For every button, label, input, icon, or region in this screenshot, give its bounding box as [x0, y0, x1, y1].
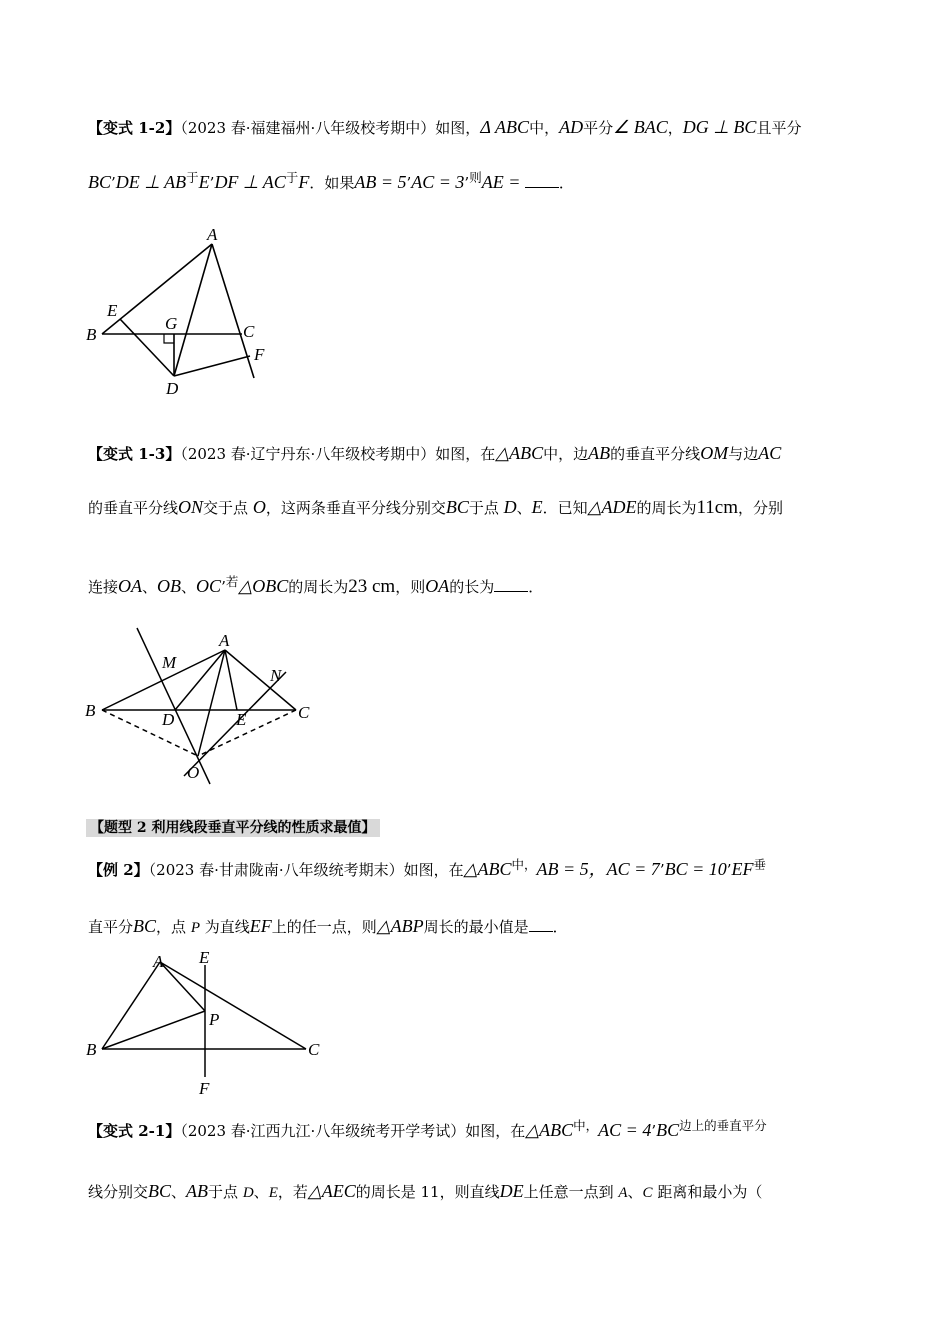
math: △ABC: [495, 443, 544, 463]
math: C: [642, 1185, 653, 1201]
text: ’: [464, 174, 470, 192]
label-d: D: [166, 379, 179, 398]
text: 距离和最小为（: [652, 1183, 763, 1201]
segment-df: [174, 356, 250, 376]
math: AB: [588, 443, 611, 463]
text: 周长的最小值是: [423, 918, 529, 936]
math: △AEC: [307, 1181, 356, 1201]
problem-1-3-line-2: [88, 496, 783, 521]
math: AC = 3: [411, 172, 465, 192]
math: O: [252, 497, 266, 517]
problem-tag: 【变式 1-2】: [88, 119, 181, 137]
problem-1-3-line-3: [88, 574, 543, 600]
label-d: D: [162, 710, 175, 729]
math: ∠ BAC: [613, 117, 668, 137]
text: 上任意一点到: [523, 1183, 619, 1201]
text: 中，: [573, 1118, 599, 1133]
text: 连接: [88, 578, 119, 596]
segment-bp: [102, 1011, 205, 1049]
text: 直平分: [88, 918, 134, 936]
math: △ADE: [587, 497, 637, 517]
text: 中，边: [543, 445, 589, 463]
example-2-line-2: [88, 915, 568, 939]
math: OB: [157, 576, 182, 596]
text: ．: [552, 918, 568, 936]
text: 平分: [583, 119, 614, 137]
label-a: A: [153, 952, 164, 971]
text: ，: [667, 119, 683, 137]
text: 中，: [529, 119, 560, 137]
label-b: B: [85, 701, 96, 720]
segment-ac: [160, 962, 306, 1049]
label-c: C: [243, 322, 255, 341]
math: BC: [445, 497, 469, 517]
text: 上的任一点，则: [271, 918, 377, 936]
text: 、: [627, 1183, 643, 1201]
text: 、: [142, 578, 158, 596]
problem-1-2-line-1: [88, 116, 801, 139]
problem-2-1-line-1: [88, 1118, 767, 1142]
section-title: 【题型 2 利用线段垂直平分线的性质求最值】: [86, 819, 380, 837]
problem-tag: 【例 2】: [88, 861, 149, 879]
problem-source: （2023 春·辽宁丹东·八年级校考期中）如图，在: [180, 445, 496, 463]
text: 与边: [728, 445, 759, 463]
segment-ab: [102, 244, 212, 334]
text: ，分别: [738, 499, 784, 517]
math: OA: [118, 576, 143, 596]
label-g: G: [165, 314, 178, 333]
math: D: [503, 497, 517, 517]
figure-1-3: [80, 620, 330, 790]
math: AB: [186, 1181, 209, 1201]
text: 边上的垂直平分: [679, 1118, 767, 1133]
text: ，这两条垂直平分线分别交: [265, 499, 446, 517]
text: 且平分: [756, 119, 802, 137]
text: 线分别交: [88, 1183, 149, 1201]
text: 为直线: [199, 918, 250, 936]
math: D: [242, 1185, 254, 1201]
math: P: [190, 920, 200, 936]
math: △ABP: [376, 916, 424, 936]
math: BC: [133, 916, 157, 936]
math: AC: [758, 443, 782, 463]
text: 则: [469, 170, 482, 185]
text: ’: [659, 861, 665, 879]
figure-example-2: [80, 945, 340, 1100]
math: △ABC: [463, 859, 512, 879]
math: DG ⊥ BC: [682, 117, 757, 137]
math: BC: [88, 172, 112, 192]
problem-2-1-line-2: [88, 1180, 762, 1204]
text: 中，: [511, 857, 537, 872]
text: 于点: [468, 499, 504, 517]
answer-blank: [494, 577, 528, 592]
text: ’: [221, 578, 226, 596]
label-m: M: [162, 653, 177, 672]
text: ，点: [156, 918, 191, 936]
text: ’: [651, 1122, 657, 1140]
text: 的垂直平分线: [610, 445, 701, 463]
text: 的周长为: [636, 499, 697, 517]
text: ’: [209, 174, 215, 192]
text: 、: [181, 578, 197, 596]
answer-blank: [529, 917, 553, 932]
label-f: F: [199, 1079, 210, 1098]
section-heading: [86, 818, 380, 838]
math: F: [298, 172, 310, 192]
text: ’: [406, 174, 412, 192]
math: DF ⊥ AC: [214, 172, 286, 192]
text: ．已知: [542, 499, 588, 517]
text: 垂: [753, 857, 767, 872]
math: E: [268, 1185, 278, 1201]
label-e: E: [199, 948, 210, 967]
math: AE =: [481, 172, 525, 192]
math: A: [618, 1185, 628, 1201]
text: 、: [516, 499, 532, 517]
text: 若: [225, 574, 239, 589]
math: AC = 7: [606, 859, 660, 879]
text: 于点: [208, 1183, 243, 1201]
text: 、: [253, 1183, 269, 1201]
label-n: N: [270, 666, 282, 685]
math: 23 cm: [348, 576, 396, 597]
math: OM: [700, 443, 729, 463]
math: 11cm: [696, 497, 739, 518]
text: ．如果: [309, 174, 355, 192]
text: 的垂直平分线: [88, 499, 179, 517]
math: AB = 5，: [536, 859, 607, 879]
math: AC = 4: [598, 1120, 652, 1140]
text: ．: [558, 174, 574, 192]
math: EF: [731, 859, 754, 879]
math: ON: [178, 497, 204, 517]
math: OC: [196, 576, 222, 596]
text: ’: [111, 174, 116, 192]
label-f: F: [254, 345, 265, 364]
math: AD: [559, 117, 584, 137]
label-o: O: [187, 763, 200, 782]
problem-tag: 【变式 1-3】: [88, 445, 181, 463]
text: 的周长为: [288, 578, 349, 596]
label-p: P: [209, 1010, 220, 1029]
text: ’: [726, 861, 732, 879]
math: BC: [148, 1181, 172, 1201]
line-on: [184, 672, 286, 776]
problem-1-2-line-2: [88, 170, 574, 194]
math: AB = 5: [354, 172, 407, 192]
answer-blank: [525, 173, 559, 188]
text: ，则: [395, 578, 426, 596]
text: ．: [528, 578, 544, 596]
label-e: E: [107, 301, 118, 320]
text: 交于点: [203, 499, 253, 517]
label-c: C: [308, 1040, 320, 1059]
problem-source: （2023 春·福建福州·八年级校考期中）如图，: [180, 119, 481, 137]
math: E: [198, 172, 210, 192]
segment-ab: [102, 962, 160, 1049]
text: 于: [186, 170, 199, 185]
label-c: C: [298, 703, 310, 722]
problem-source: （2023 春·甘肃陇南·八年级统考期末）如图，在: [148, 861, 464, 879]
problem-1-3-line-1: [88, 442, 781, 465]
text: ，若: [277, 1183, 308, 1201]
segment-ap: [160, 962, 205, 1011]
math: E: [531, 497, 543, 517]
label-e: E: [236, 710, 247, 729]
segment-ac-extended: [212, 244, 254, 378]
math: Δ ABC: [480, 117, 530, 137]
math: BC = 10: [664, 859, 727, 879]
text: 的长为: [449, 578, 495, 596]
label-a: A: [207, 225, 218, 244]
math: DE: [499, 1181, 524, 1201]
right-angle-mark: [164, 334, 174, 343]
label-b: B: [86, 1040, 97, 1059]
segment-ad: [174, 244, 212, 376]
math: BC: [656, 1120, 680, 1140]
label-a: A: [219, 631, 230, 650]
math: DE ⊥ AB: [115, 172, 187, 192]
problem-source: （2023 春·江西九江·八年级统考开学考试）如图，在: [180, 1122, 526, 1140]
math: △ABC: [525, 1120, 574, 1140]
segment-oc: [198, 710, 296, 756]
math: △OBC: [238, 576, 289, 596]
segment-ob: [102, 710, 198, 756]
math: EF: [249, 916, 272, 936]
figure-1-2: [80, 220, 280, 400]
text: 的周长是 11，则直线: [355, 1183, 500, 1201]
label-b: B: [86, 325, 97, 344]
problem-tag: 【变式 2-1】: [88, 1122, 181, 1140]
text: 、: [171, 1183, 187, 1201]
example-2-line-1: [88, 857, 766, 881]
math: OA: [425, 576, 450, 596]
text: 于: [285, 170, 299, 185]
